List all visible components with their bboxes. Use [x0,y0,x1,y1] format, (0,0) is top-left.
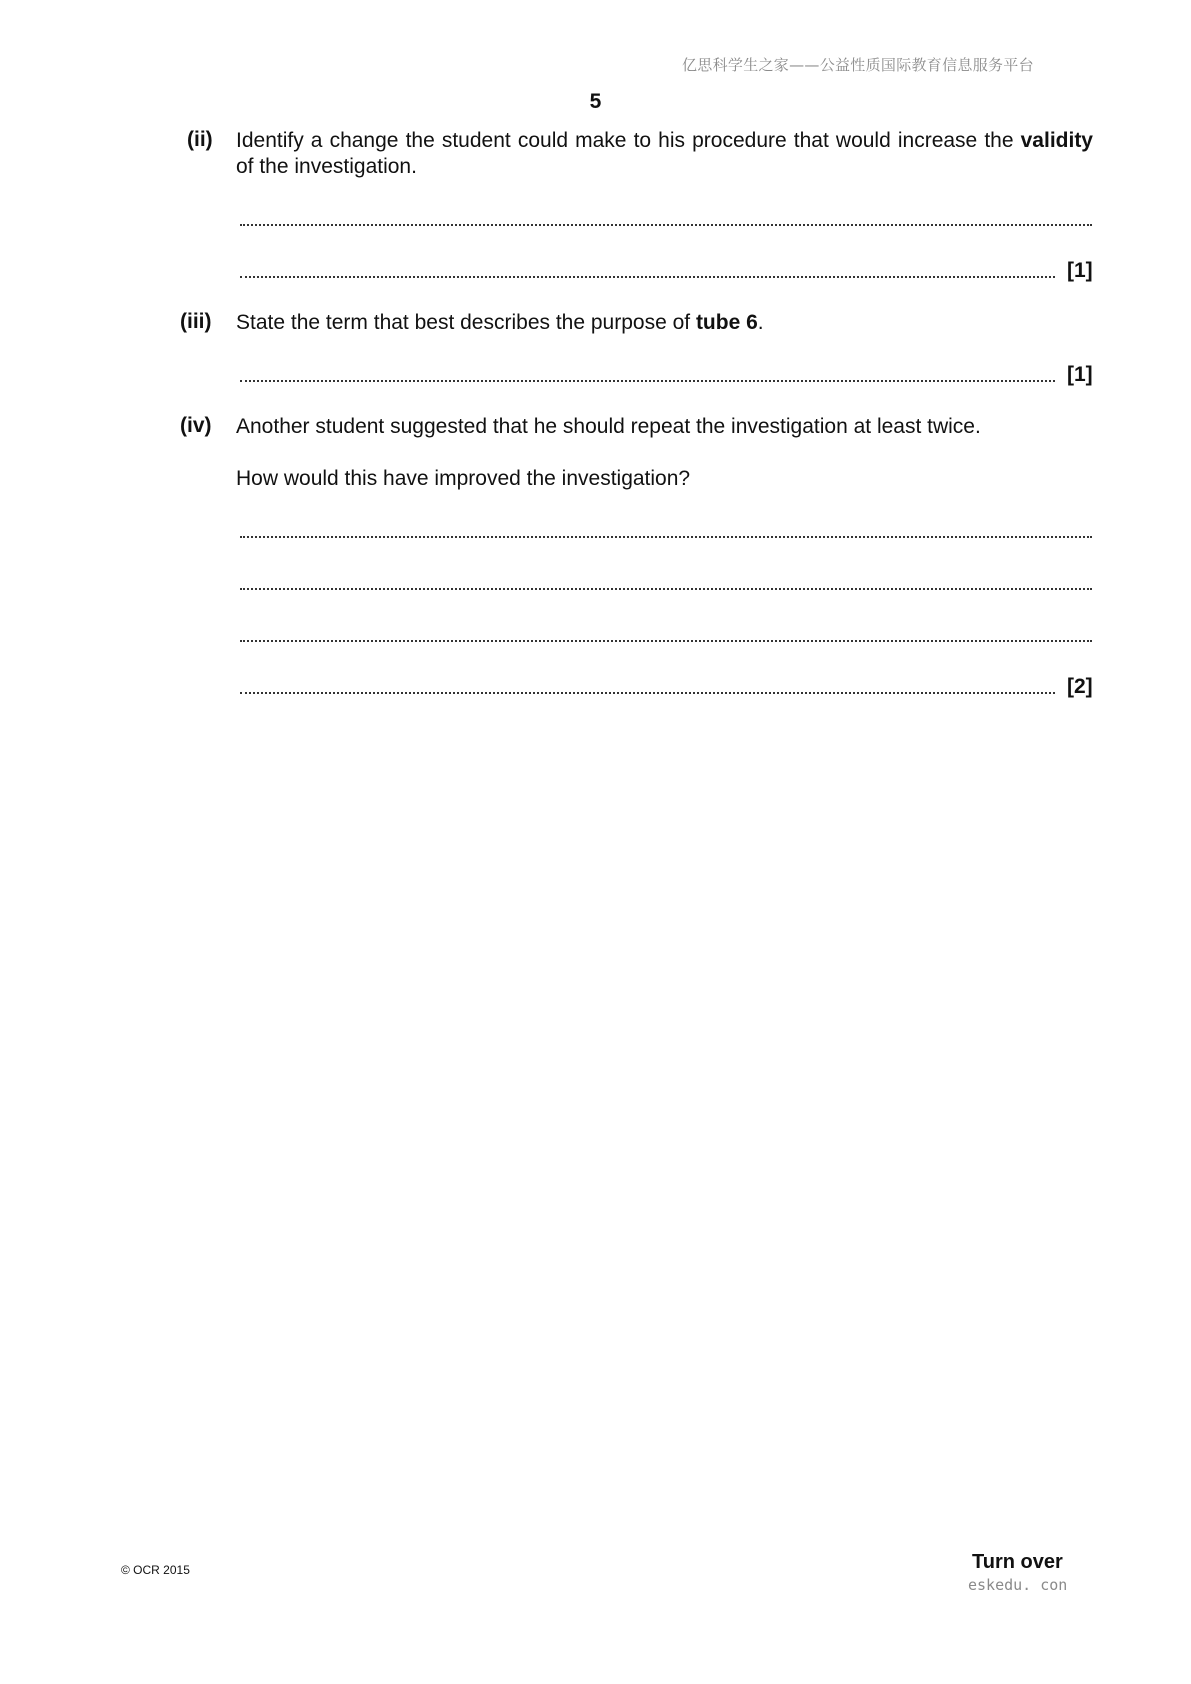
question-text-ii-bold: validity [1020,129,1093,152]
answer-line[interactable] [240,640,1092,642]
marks-ii: [1] [1067,259,1093,282]
answer-line[interactable] [240,692,1055,694]
answer-line[interactable] [240,588,1092,590]
question-text-iii-bold: tube 6 [695,311,758,334]
question-text-iii-part2: . [757,311,764,334]
answer-line[interactable] [240,380,1055,382]
turn-over-label: Turn over [972,1551,1063,1573]
question-label-iv: (iv) [180,414,212,437]
question-text-iii-part1: State the term that best describes the purpose of [236,311,696,334]
answer-line[interactable] [240,224,1092,226]
marks-iii: [1] [1067,363,1093,386]
question-text-ii [236,128,1093,180]
question-text-iv: Another student suggested that he should repeat the investigation at least twice. [236,415,981,438]
watermark-header: 亿思科学生之家——公益性质国际教育信息服务平台 [682,56,1034,74]
answer-line[interactable] [240,276,1055,278]
marks-iv: [2] [1067,675,1093,698]
question-text-ii-part1: Identify a change the student could make to his procedure that would increase the [236,129,1021,152]
question-label-iii: (iii) [180,310,212,333]
question-label-ii: (ii) [187,128,213,151]
copyright-notice: © OCR 2015 [121,1563,190,1577]
page-number: 5 [589,90,602,113]
watermark-footer: eskedu. con [968,1576,1068,1594]
question-text-iii [236,310,1096,336]
answer-line[interactable] [240,536,1092,538]
question-text-ii-part2: of the investigation. [236,155,417,178]
question-text-iv-prompt: How would this have improved the investigation? [236,467,691,490]
